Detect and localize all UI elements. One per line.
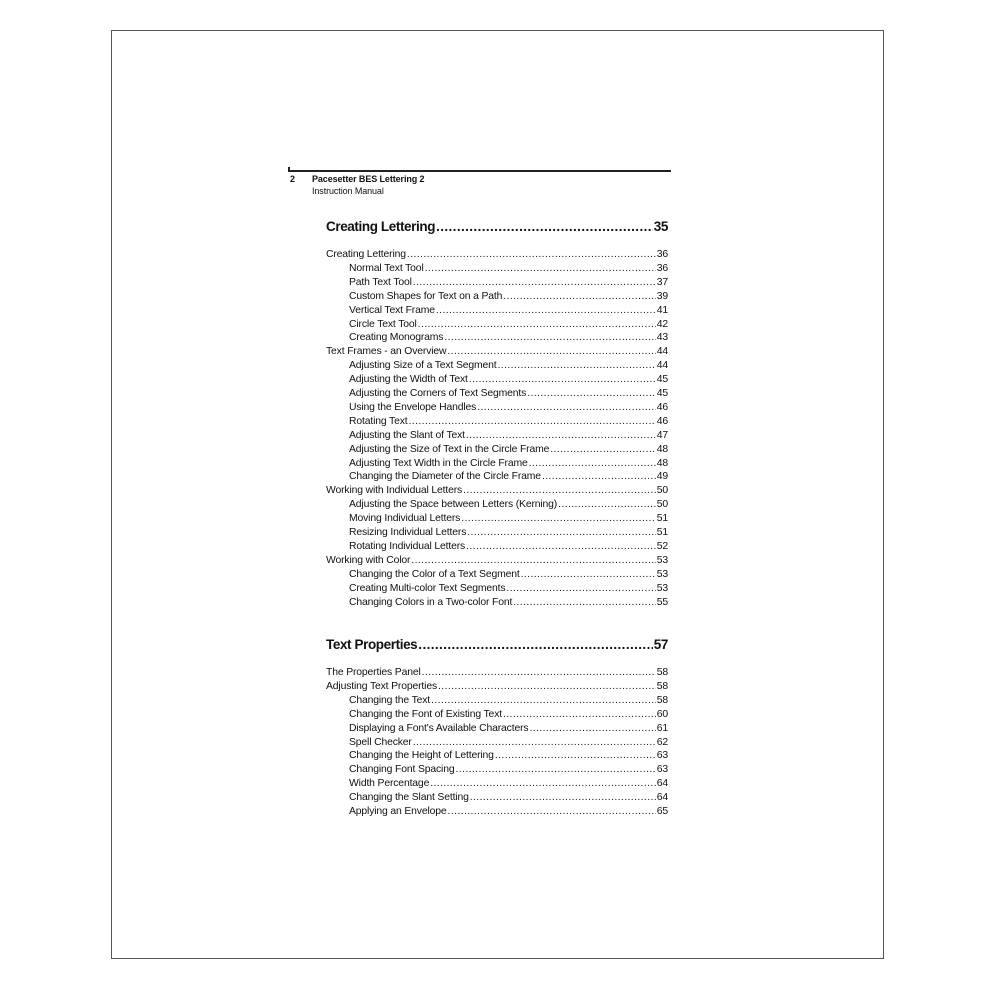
toc-leader-dots (527, 388, 656, 399)
toc-leader-dots (407, 249, 656, 260)
toc-leader-dots (448, 806, 656, 817)
toc-entry-label: Resizing Individual Letters (349, 527, 467, 538)
toc-entry-page: 45 (656, 388, 668, 399)
toc-leader-dots (444, 332, 655, 343)
toc-entry-page: 51 (656, 513, 668, 525)
toc-leader-dots (430, 778, 656, 789)
toc-entry-label: Using the Envelope Handles (349, 401, 477, 413)
toc-entry (326, 681, 668, 695)
toc-entry (349, 291, 668, 305)
toc-leader-dots (411, 555, 655, 566)
toc-entry-page: 50 (656, 499, 668, 511)
toc-entry-page: 53 (656, 582, 668, 594)
toc-entry-page: 58 (656, 694, 668, 706)
toc-entry (349, 737, 668, 751)
toc-leader-dots (418, 637, 652, 652)
toc-entry-label: Changing the Text (349, 694, 431, 706)
page-number: 2 (290, 174, 296, 184)
toc-entry (349, 374, 668, 388)
toc-entry-label: Changing the Slant Setting (349, 792, 469, 804)
toc-leader-dots (425, 263, 656, 274)
toc-entry-label: Custom Shapes for Text on a Path (349, 290, 503, 302)
toc-entry-label: Changing the Height of Lettering (349, 750, 494, 762)
header-rule (288, 170, 671, 172)
toc-leader-dots (529, 458, 656, 469)
toc-leader-dots (422, 667, 656, 678)
toc-leader-dots (436, 219, 653, 234)
document-title: Pacesetter BES Lettering 2 (312, 174, 425, 184)
toc-entry (349, 402, 668, 416)
toc-entry (349, 388, 668, 402)
toc-entry-page: 63 (656, 750, 668, 762)
toc-entry-page: 36 (656, 262, 668, 274)
toc-entry (349, 695, 668, 709)
toc-leader-dots (436, 305, 656, 316)
toc-entry (349, 499, 668, 513)
toc-entry-label: Changing the Color of a Text Segment (349, 568, 520, 580)
toc-leader-dots (558, 499, 656, 510)
toc-leader-dots (469, 374, 656, 385)
toc-entry (349, 263, 668, 277)
toc-entry (349, 541, 668, 555)
toc-entry-label: Creating Lettering (326, 249, 406, 260)
toc-entry-label: Adjusting the Slant of Text (349, 429, 465, 441)
toc-entry (349, 597, 668, 611)
toc-entry (326, 249, 668, 263)
toc-entry-page: 44 (656, 346, 668, 358)
toc-entry-page: 61 (656, 722, 668, 734)
toc-entry-page: 41 (656, 304, 668, 316)
toc-entry-page: 48 (656, 443, 668, 455)
toc-entry-label: Adjusting the Width of Text (349, 374, 468, 386)
toc-entry (326, 485, 668, 499)
toc-entry-page: 64 (656, 792, 668, 804)
toc-entry-label: Spell Checker (349, 736, 412, 748)
toc-entry-page: 46 (656, 415, 668, 427)
document-subtitle: Instruction Manual (312, 186, 384, 196)
toc-entry-label: Creating Multi-color Text Segments (349, 582, 506, 594)
toc-entry-label: Changing Font Spacing (349, 764, 455, 776)
toc-entry-page: 36 (656, 249, 668, 260)
toc-entry-label: Adjusting the Corners of Text Segments (349, 388, 527, 399)
toc-entry-label: Creating Monograms (349, 332, 444, 344)
toc-leader-dots (506, 583, 655, 594)
toc-leader-dots (413, 277, 656, 288)
toc-entry-page: 65 (656, 806, 668, 817)
toc-leader-dots (466, 430, 656, 441)
toc-entry-label: Adjusting the Space between Letters (Kerning) (349, 499, 558, 511)
toc-leader-dots (467, 527, 655, 538)
toc-entry (349, 583, 668, 597)
toc-leader-dots (503, 709, 656, 720)
toc-entry (349, 471, 668, 485)
toc-entry (349, 444, 668, 458)
toc-entry-label: Adjusting Size of a Text Segment (349, 360, 497, 372)
toc-leader-dots (477, 402, 656, 413)
toc-entry-page: 53 (656, 554, 668, 566)
toc-entry-label: Rotating Text (349, 415, 408, 427)
toc-entry-page: 63 (656, 764, 668, 776)
toc-entry-page: 58 (656, 680, 668, 692)
toc-entry-page: 50 (656, 485, 668, 497)
toc-entry-label: Working with Individual Letters (326, 485, 463, 497)
toc-entry-page: 44 (656, 360, 668, 372)
toc-entry-page: 58 (656, 667, 668, 678)
toc-entry-page: 48 (656, 457, 668, 469)
toc-entry-label: Changing the Font of Existing Text (349, 708, 502, 720)
toc-section-heading (326, 637, 668, 652)
toc-entry-label: Rotating Individual Letters (349, 540, 466, 552)
toc-section-heading (326, 219, 668, 234)
toc-entry (349, 277, 668, 291)
toc-entry (349, 430, 668, 444)
toc-entry (326, 346, 668, 360)
toc-leader-dots (498, 360, 656, 371)
toc-leader-dots (513, 597, 656, 608)
toc-entry-page: 64 (656, 778, 668, 790)
toc-leader-dots (463, 485, 656, 496)
toc-entry (349, 527, 668, 541)
toc-entry-label: Changing the Diameter of the Circle Frame (349, 471, 541, 483)
toc-entry-label: Displaying a Font's Available Characters (349, 722, 529, 734)
toc-entry (326, 667, 668, 681)
toc-entry (349, 750, 668, 764)
toc-entry (349, 332, 668, 346)
toc-leader-dots (521, 569, 656, 580)
toc-entry-page: 46 (656, 401, 668, 413)
toc-leader-dots (418, 319, 656, 330)
toc-entry (349, 458, 668, 472)
toc-entry (349, 416, 668, 430)
toc-leader-dots (431, 695, 656, 706)
toc-entry-label: Adjusting Text Properties (326, 680, 437, 692)
toc-leader-dots (409, 416, 656, 427)
toc-entry-page: 47 (656, 429, 668, 441)
toc-leader-dots (550, 444, 655, 455)
toc-entry-page: 53 (656, 568, 668, 580)
toc-entry (349, 723, 668, 737)
toc-entry (349, 806, 668, 820)
toc-section-page: 57 (653, 637, 668, 652)
toc-leader-dots (503, 291, 655, 302)
toc-leader-dots (461, 513, 656, 524)
toc-entry-label: Text Frames - an Overview (326, 346, 447, 358)
toc-entry-label: Adjusting Text Width in the Circle Frame (349, 457, 528, 469)
toc-leader-dots (447, 346, 655, 357)
toc-entry (349, 792, 668, 806)
toc-entry-page: 60 (656, 708, 668, 720)
toc-leader-dots (542, 471, 656, 482)
toc-section-title: Creating Lettering (326, 219, 436, 234)
toc-entry (349, 360, 668, 374)
toc-entry (326, 555, 668, 569)
toc-leader-dots (529, 723, 655, 734)
toc-leader-dots (470, 792, 656, 803)
toc-entry-page: 43 (656, 332, 668, 344)
toc-leader-dots (495, 750, 656, 761)
toc-leader-dots (438, 681, 656, 692)
toc-entry-label: The Properties Panel (326, 667, 421, 678)
toc-entry-page: 37 (656, 276, 668, 288)
toc-entry-label: Changing Colors in a Two-color Font (349, 596, 513, 608)
toc-entry (349, 569, 668, 583)
toc-leader-dots (455, 764, 655, 775)
toc-entry-label: Normal Text Tool (349, 262, 424, 274)
toc-entry-page: 49 (656, 471, 668, 483)
toc-entry-page: 62 (656, 736, 668, 748)
toc-section-page: 35 (653, 219, 668, 234)
toc-entry-label: Adjusting the Size of Text in the Circle Frame (349, 443, 550, 455)
toc-entry-page: 51 (656, 527, 668, 538)
toc-entry-page: 55 (656, 596, 668, 608)
toc-entry (349, 513, 668, 527)
toc-entry-page: 39 (656, 290, 668, 302)
toc-entry-label: Applying an Envelope (349, 806, 447, 817)
toc-entry (349, 319, 668, 333)
toc-section-title: Text Properties (326, 637, 418, 652)
toc-entry-label: Moving Individual Letters (349, 513, 461, 525)
toc-entry (349, 709, 668, 723)
toc-entry-page: 42 (656, 318, 668, 330)
toc-entry-label: Working with Color (326, 554, 411, 566)
toc-entry (349, 764, 668, 778)
toc-entry-label: Width Percentage (349, 778, 430, 790)
toc-leader-dots (413, 737, 656, 748)
toc-entry-page: 45 (656, 374, 668, 386)
toc-entry (349, 305, 668, 319)
toc-entry (349, 778, 668, 792)
toc-entry-label: Circle Text Tool (349, 318, 417, 330)
toc-entry-label: Vertical Text Frame (349, 304, 435, 316)
toc-leader-dots (466, 541, 656, 552)
toc-entry-page: 52 (656, 540, 668, 552)
toc-entry-label: Path Text Tool (349, 276, 412, 288)
